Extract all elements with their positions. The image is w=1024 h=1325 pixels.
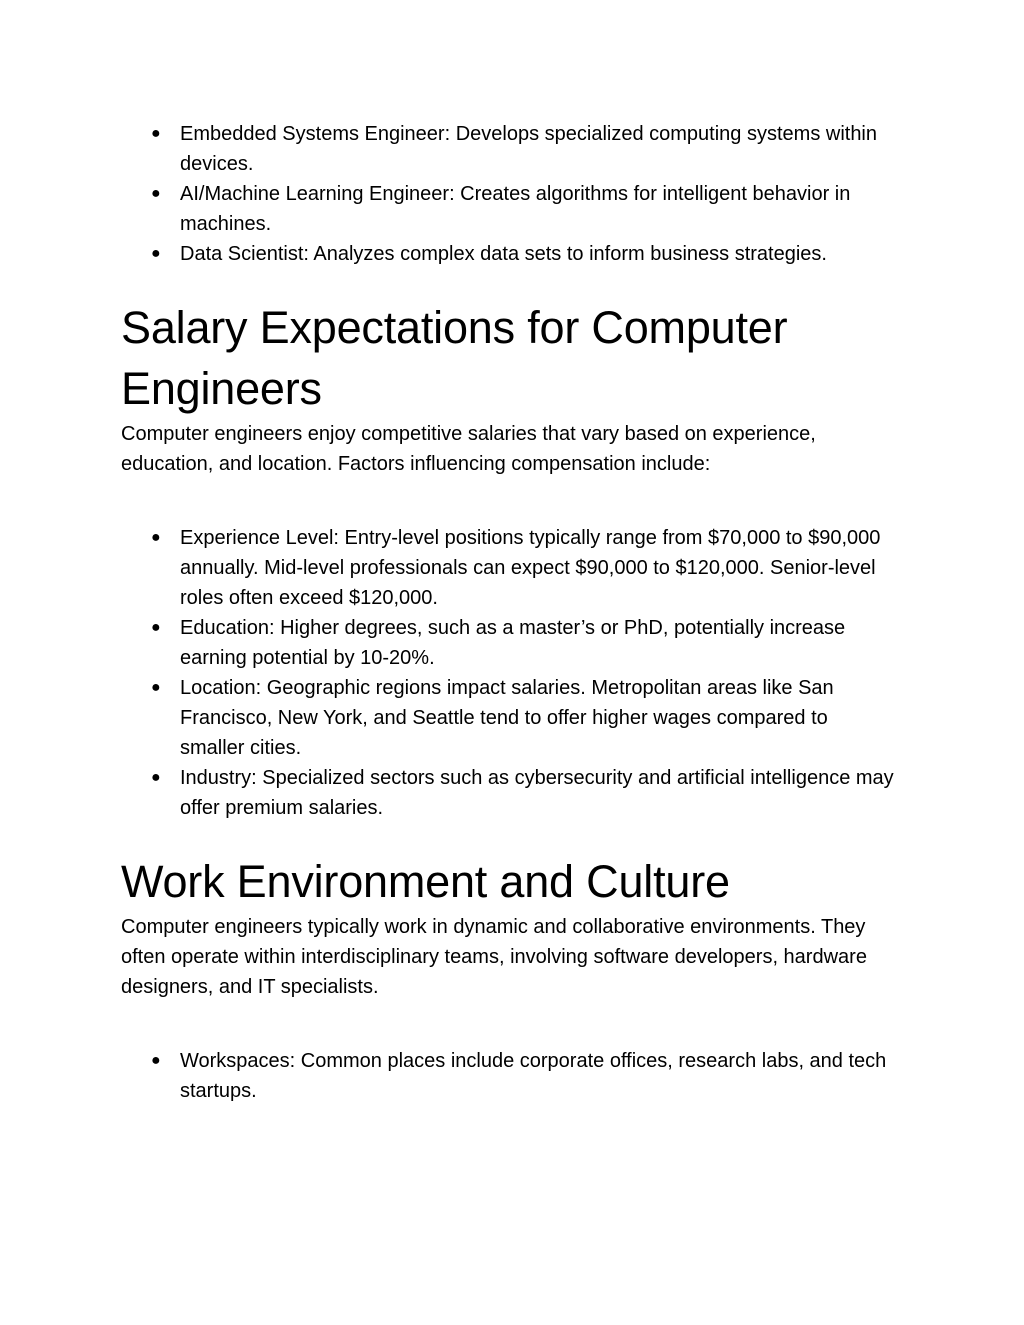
bullet-icon: ●	[151, 679, 161, 696]
list-item	[121, 673, 896, 763]
bullet-icon: ●	[151, 1052, 161, 1069]
salary-intro-paragraph: Computer engineers enjoy competitive salaries that vary based on experience, education, and location. Factors influencing compensation include:	[121, 423, 816, 475]
list-item-text: Workspaces: Common places include corporate offices, research labs, and tech startups.	[180, 1050, 887, 1102]
list-item-text: Location: Geographic regions impact salaries. Metropolitan areas like San Francisco, New York, and Seattle tend to offer higher wages compared to smaller cities.	[180, 677, 834, 759]
work-environment-heading: Work Environment and Culture	[121, 856, 730, 907]
work-environment-intro-paragraph: Computer engineers typically work in dynamic and collaborative environments. They often operate within interdisciplinary teams, involving software developers, hardware designers, and IT specialists.	[121, 916, 867, 998]
list-item-text: Embedded Systems Engineer: Develops specialized computing systems within devices.	[180, 123, 878, 175]
list-item-text: AI/Machine Learning Engineer: Creates algorithms for intelligent behavior in machines.	[180, 183, 851, 235]
list-item	[121, 239, 896, 269]
roles-list	[121, 119, 896, 269]
list-item-text: Industry: Specialized sectors such as cybersecurity and artificial intelligence may offer premium salaries.	[180, 767, 894, 819]
bullet-icon: ●	[151, 769, 161, 786]
list-item	[121, 763, 896, 823]
list-item	[121, 613, 896, 673]
list-item	[121, 1046, 896, 1106]
list-item-text: Experience Level: Entry-level positions typically range from $70,000 to $90,000 annually. Mid-level professionals can expect $90,000 to $120,000. Senior-level roles often exceed $120,000.	[180, 527, 881, 609]
bullet-icon: ●	[151, 619, 161, 636]
list-item-text: Education: Higher degrees, such as a master’s or PhD, potentially increase earning potential by 10-20%.	[180, 617, 846, 669]
list-item	[121, 119, 896, 179]
bullet-icon: ●	[151, 185, 161, 202]
salary-factors-list	[121, 523, 896, 823]
bullet-icon: ●	[151, 245, 161, 262]
list-item	[121, 179, 896, 239]
list-item	[121, 523, 896, 613]
bullet-icon: ●	[151, 125, 161, 142]
work-environment-list	[121, 1046, 896, 1106]
list-item-text: Data Scientist: Analyzes complex data sets to inform business strategies.	[180, 243, 827, 265]
bullet-icon: ●	[151, 529, 161, 546]
document-page	[121, 119, 896, 1106]
salary-heading: Salary Expectations for Computer Engineers	[121, 302, 788, 414]
